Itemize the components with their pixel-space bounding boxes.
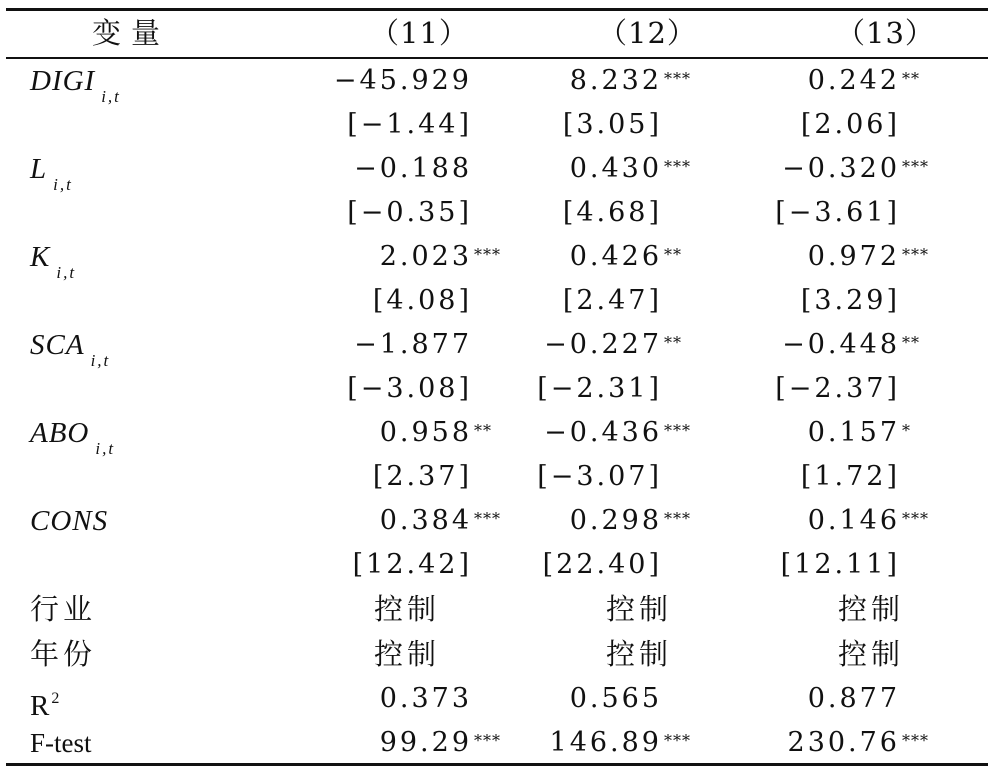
t-stat-cell: [3.05] xyxy=(562,109,662,140)
t-stat-cell: [−3.07] xyxy=(537,461,662,492)
control-value: 控制 xyxy=(838,592,905,626)
header-col-11: （11） xyxy=(370,16,469,50)
t-stat-cell: [22.40] xyxy=(542,549,662,580)
table-bottom-rule xyxy=(6,763,988,766)
t-stat-cell: [−3.08] xyxy=(347,373,472,404)
coef-cell: 2.023 *** xyxy=(379,241,501,272)
coef-cell: 8.232 *** xyxy=(569,65,691,96)
significance-stars: *** xyxy=(664,157,691,176)
table-header-rule xyxy=(6,57,988,59)
t-stat-cell: [4.68] xyxy=(562,197,662,228)
control-value: 控制 xyxy=(838,637,905,671)
coef-cell: 0.958 ** xyxy=(379,417,492,448)
significance-stars: ** xyxy=(664,333,682,352)
significance-stars: * xyxy=(902,421,911,440)
coef-cell: 0.157 * xyxy=(807,417,911,448)
var-label-cons: CONS xyxy=(30,505,109,537)
coef-cell: −45.929 xyxy=(333,65,472,96)
var-label-l: L $_{i,t}$ xyxy=(30,153,73,194)
ftest-value: 230.76 *** xyxy=(787,727,929,758)
t-stat-cell: [2.47] xyxy=(562,285,662,316)
control-value: 控制 xyxy=(374,592,441,626)
coef-cell: −1.877 xyxy=(354,329,472,360)
coef-cell: 0.146 *** xyxy=(807,505,929,536)
significance-stars: ** xyxy=(902,333,920,352)
coef-cell: −0.436 *** xyxy=(544,417,691,448)
coef-cell: −0.227 ** xyxy=(544,329,682,360)
significance-stars: *** xyxy=(664,421,691,440)
var-label-sca: SCA $_{i,t}$ xyxy=(30,329,111,370)
header-col-13: （13） xyxy=(836,16,935,50)
control-value: 控制 xyxy=(606,637,673,671)
coef-cell: 0.384 *** xyxy=(379,505,501,536)
significance-stars: *** xyxy=(664,69,691,88)
coef-cell: 0.426 ** xyxy=(569,241,682,272)
coef-cell: 0.972 *** xyxy=(807,241,929,272)
significance-stars: *** xyxy=(902,157,929,176)
t-stat-cell: [−0.35] xyxy=(347,197,472,228)
t-stat-cell: [12.42] xyxy=(352,549,472,580)
significance-stars: *** xyxy=(902,509,929,528)
r2-value: 0.373 xyxy=(379,683,472,714)
r2-label: R $^2$ xyxy=(30,690,60,722)
r2-value: 0.565 xyxy=(569,683,662,714)
control-label-year: 年份 xyxy=(30,637,97,671)
control-value: 控制 xyxy=(374,637,441,671)
t-stat-cell: [−1.44] xyxy=(347,109,472,140)
ftest-value: 146.89 *** xyxy=(549,727,691,758)
t-stat-cell: [4.08] xyxy=(372,285,472,316)
significance-stars: ** xyxy=(902,69,920,88)
t-stat-cell: [1.72] xyxy=(800,461,900,492)
significance-stars: ** xyxy=(664,245,682,264)
coef-cell: −0.448 ** xyxy=(782,329,920,360)
significance-stars: *** xyxy=(664,509,691,528)
significance-stars: ** xyxy=(474,421,492,440)
t-stat-cell: [2.06] xyxy=(800,109,900,140)
coef-cell: −0.320 *** xyxy=(782,153,929,184)
var-label-abo: ABO $_{i,t}$ xyxy=(30,417,116,458)
t-stat-cell: [3.29] xyxy=(800,285,900,316)
table-top-rule xyxy=(6,8,988,11)
control-value: 控制 xyxy=(606,592,673,626)
header-variable: 变量 xyxy=(92,16,171,50)
coef-cell: 0.242 ** xyxy=(807,65,920,96)
ftest-label: F-test xyxy=(30,728,92,758)
t-stat-cell: [−2.37] xyxy=(775,373,900,404)
var-label-k: K $_{i,t}$ xyxy=(30,241,77,282)
header-col-12: （12） xyxy=(598,16,697,50)
significance-stars: *** xyxy=(902,245,929,264)
coef-cell: 0.298 *** xyxy=(569,505,691,536)
t-stat-cell: [2.37] xyxy=(372,461,472,492)
significance-stars: *** xyxy=(474,509,501,528)
t-stat-cell: [−2.31] xyxy=(537,373,662,404)
coef-cell: −0.188 xyxy=(354,153,472,184)
r2-value: 0.877 xyxy=(807,683,900,714)
var-label-digi: DIGI $_{i,t}$ xyxy=(30,65,121,106)
control-label-industry: 行业 xyxy=(30,592,97,626)
t-stat-cell: [−3.61] xyxy=(775,197,900,228)
significance-stars: *** xyxy=(474,245,501,264)
ftest-value: 99.29 *** xyxy=(379,727,501,758)
coef-cell: 0.430 *** xyxy=(569,153,691,184)
t-stat-cell: [12.11] xyxy=(780,549,900,580)
